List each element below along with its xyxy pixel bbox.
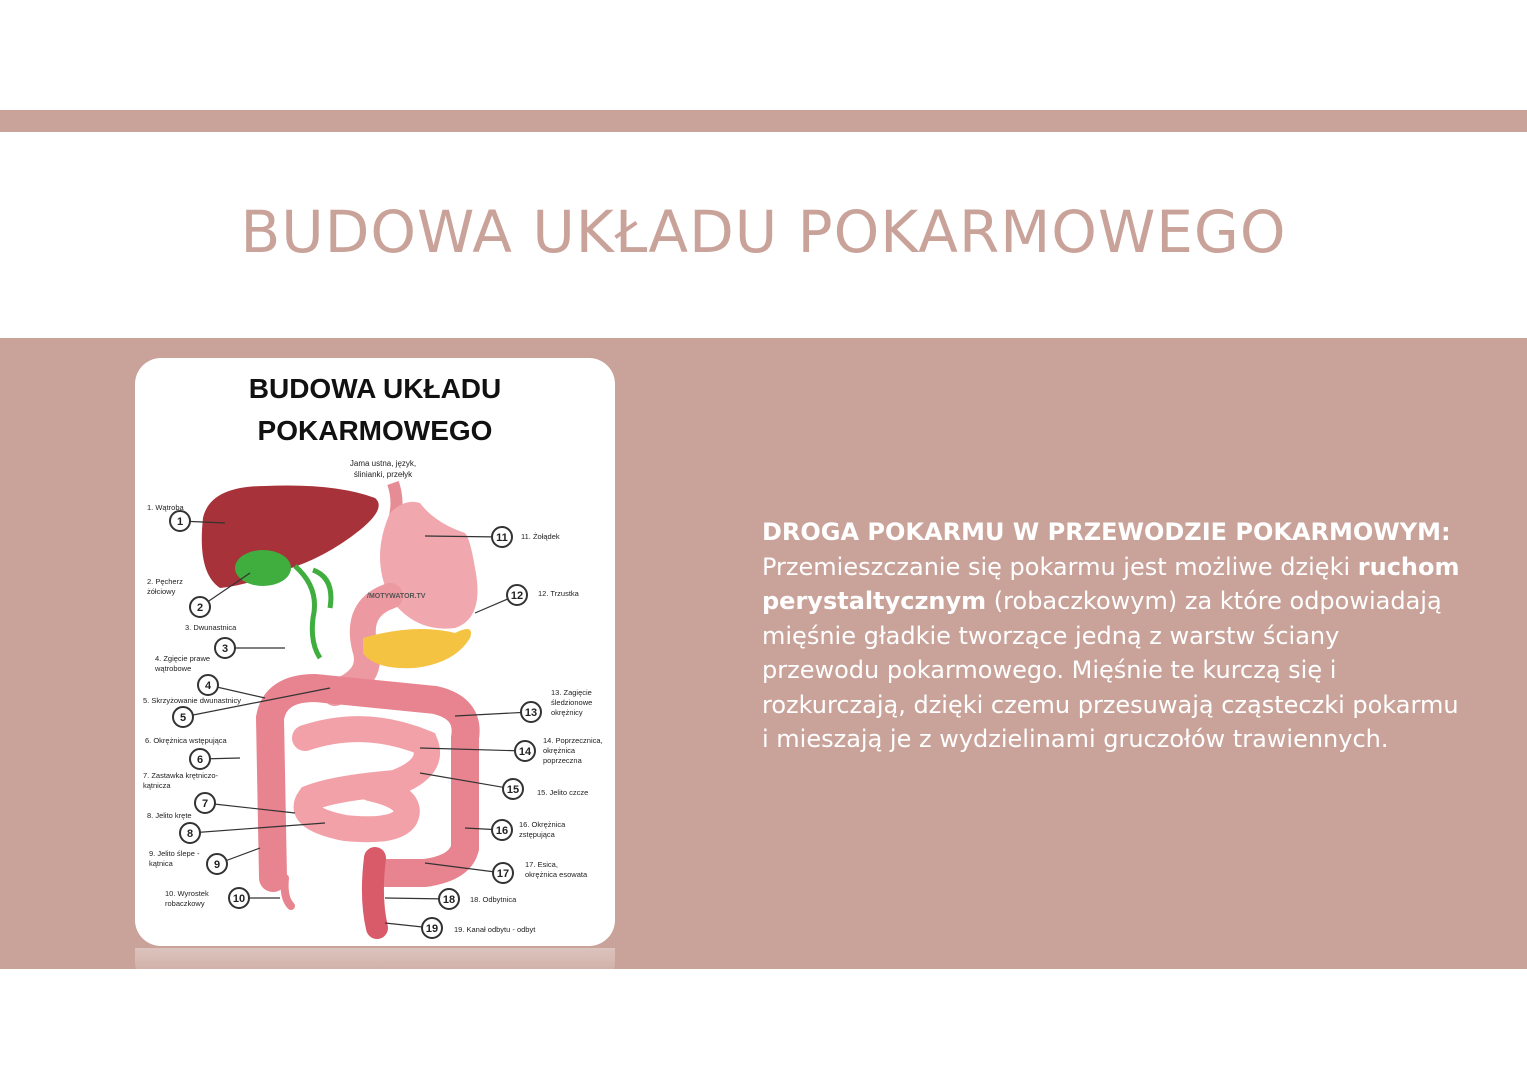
callout-label: 10. Wyrostek [165, 889, 209, 898]
top-organ-label: Jama ustna, język, [349, 459, 417, 468]
callout-number: 12 [510, 590, 524, 602]
callout-number: 10 [232, 893, 246, 905]
callout-label: 12. Trzustka [538, 589, 579, 598]
callout-label: kątnica [149, 859, 173, 868]
info-heading: DROGA POKARMU W PRZEWODZIE POKARMOWYM: [762, 518, 1451, 546]
callout-label: 6. Okrężnica wstępująca [145, 736, 227, 745]
callout-number: 14 [518, 746, 532, 758]
callout-number: 5 [179, 712, 187, 724]
info-paragraph-rest: (robaczkowym) za które odpowiadają mięśnie gładkie tworzące jedną z warstw ściany przewodu pokarmowego. Mięśnie te kurczą się i rozkurczają, dzięki czemu przesuwają cząsteczki pokarmu i mieszają je z wydzielinami gruczołów trawiennych. [762, 587, 1459, 753]
infographic-card [135, 358, 615, 946]
callout-label: 15. Jelito czcze [537, 788, 589, 797]
callout-number: 17 [496, 868, 510, 880]
callout-label: 4. Zgięcie prawe [155, 654, 211, 663]
callout-number: 8 [186, 828, 194, 840]
callout-label: 16. Okrężnica [519, 820, 566, 829]
slide-title: BUDOWA UKŁADU POKARMOWEGO [240, 198, 1287, 266]
callout-number: 1 [176, 516, 184, 528]
stomach-shape [380, 502, 478, 629]
infographic-title-line2: POKARMOWEGO [257, 415, 493, 446]
info-text [762, 515, 1462, 757]
callout-number: 9 [213, 859, 221, 871]
callout-number: 3 [221, 643, 229, 655]
callout-label: kątnicza [143, 781, 171, 790]
callout-label: 19. Kanał odbytu - odbyt [454, 925, 536, 934]
appendix-shape [285, 878, 291, 906]
callout-number: 19 [425, 923, 439, 935]
callout-label: okrężnica [543, 746, 576, 755]
callout-label: 5. Skrzyżowanie dwunastnicy [143, 696, 241, 705]
card-reflection [135, 948, 615, 988]
gallbladder-shape [235, 550, 291, 586]
callout-number: 7 [201, 798, 209, 810]
callout-number: 16 [495, 825, 509, 837]
callout-number: 13 [524, 707, 538, 719]
callout-label: 3. Dwunastnica [185, 623, 237, 632]
callout-label: 18. Odbytnica [470, 895, 517, 904]
callout-number: 4 [204, 680, 212, 692]
callout-label: okrężnicy [551, 708, 583, 717]
liver-shape [202, 486, 379, 589]
info-paragraph-start: Przemieszczanie się pokarmu jest możliwe dzięki [762, 552, 1351, 581]
callout-label: 2. Pęcherz [147, 577, 183, 586]
callout-label: śledzionowe [551, 698, 593, 707]
callout-number: 2 [196, 602, 204, 614]
callout-label: 17. Esica, [525, 860, 558, 869]
callout-number: 18 [442, 894, 456, 906]
callout-label: 7. Zastawka krętniczo- [143, 771, 219, 780]
top-stripe [0, 110, 1527, 132]
callout-label: 14. Poprzecznica, [543, 736, 603, 745]
callout-label: wątrobowe [155, 664, 192, 673]
callout-label: żółciowy [147, 587, 176, 596]
infographic-title-line1: BUDOWA UKŁADU [248, 373, 502, 404]
pancreas-shape [363, 629, 471, 668]
bile-duct-shape [295, 566, 331, 658]
callout-label: 13. Zagięcie [551, 688, 592, 697]
watermark: /MOTYWATOR.TV [367, 593, 426, 600]
callout-line [190, 823, 325, 833]
top-organ-label-2: ślinianki, przełyk [353, 470, 413, 479]
callout-label: poprzeczna [543, 756, 582, 765]
callout-label: 11. Żołądek [521, 532, 560, 541]
callout-label: okrężnica esowata [525, 870, 588, 879]
callout-label: zstępująca [519, 830, 555, 839]
callout-number: 6 [196, 754, 204, 766]
info-bold-term: ruchom perystaltycznym [762, 552, 1460, 615]
callout-label: 1. Wątroba [147, 503, 184, 512]
rectum-shape [373, 858, 377, 928]
callout-label: 8. Jelito kręte [147, 811, 192, 820]
callout-label: robaczkowy [165, 899, 205, 908]
callout-number: 11 [496, 532, 508, 544]
callout-label: 9. Jelito ślepe - [149, 849, 200, 858]
small-intestine-shape [305, 729, 427, 829]
infographic-title [135, 368, 615, 452]
callout-number: 15 [506, 784, 520, 796]
